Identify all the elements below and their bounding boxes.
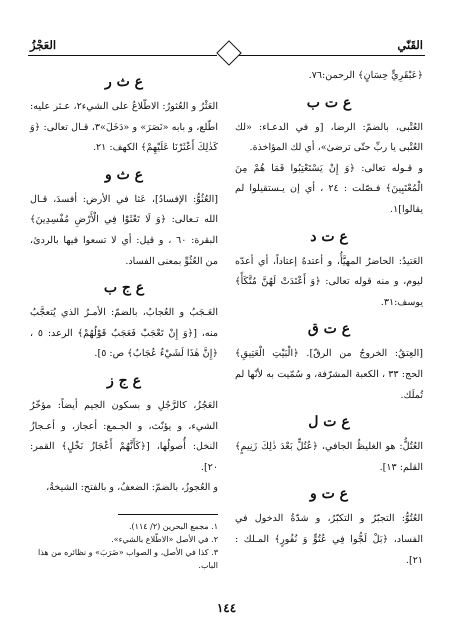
root-heading: ع ج ز [107, 372, 141, 389]
entry-paragraph: [العُثُوُّ: الإفسادُ]، عَثا في الأرض: أفسدَ، قـال الله تـعالى: ﴿وَ لَا تَعْثَوْا فِي الْأَرْضِ مُفْسِدِينَ﴾ البقرة: ٦٠ ، و قيل: أي لا تسعوا فيها بالردئ، من العُثُوِّ بمعنى الفساد. [30, 193, 218, 267]
root-heading: ع ث و [104, 166, 144, 183]
footnote: ٢. في الأصل «الاطّلاع بالشيء». [111, 535, 218, 544]
header-rule-left [28, 55, 217, 56]
entry-paragraph: [العِتقُ: الخروجُ من الرقّ]. ﴿الْبَيْتِ الْعَتِيقِ﴾ الحج: ٣٣ ، الكعبة المشرّفة، و سُمّيت به لأنّها لم تُملَك. [235, 348, 423, 401]
entry-paragraph: و العُجوزُ، بالضمّ: الضعفُ، و بالفتح: الشيخةُ، [46, 482, 218, 494]
page-number: ١٤٤ [216, 601, 237, 615]
entry-paragraph: العَـجَبُ و العُجابُ، بالضمّ: الأمـرُ الذي يُتعجَّبُ منه، [﴿وَ إِنْ تَعْجَبْ فَعَجَبٌ قَوْلُهُمْ﴾ الرعد: ٥ ، ﴿إِنَّ هٰذَا لَشَيْءٌ عُجَابٌ﴾ ص: ٥]. [30, 307, 218, 360]
running-header-right: القَنّي [397, 38, 423, 52]
footnote: ١. مجمع البحرين (٢/ ١١٤). [129, 522, 218, 531]
entry-paragraph: العَتيدُ: الحاضرُ المهيَّأُ، و أعتدهُ إعتاداً، أي أعدّه ليوم، و منه قوله تعالى: ﴿وَ أَعْتَدَتْ لَهُنَّ مُتَّكَأً﴾ يوسف:٣١. [235, 255, 423, 308]
root-heading: ع ج ب [103, 280, 145, 297]
left-column [30, 66, 218, 499]
root-heading: ع ت و [309, 486, 349, 503]
footnote: ٣. كذا في الأصل، و الصواب «ضَرَبَ» و نظائره من هذا الباب. [37, 548, 218, 570]
entry-paragraph: ﴿عَبْقَرِيٍّ حِسَانٍ﴾ الرحمن:٧٦. [308, 70, 423, 81]
entry-paragraph: العُتُلُّ: هو الغليظُ الجافي، ﴿عُتُلٍّ بَعْدَ ذٰلِكَ زَنِيمٍ﴾ القلم: ١٣]. [235, 441, 423, 473]
entry-paragraph: العَثْرُ و العُثورُ: الاطّلاعُ على الشيء٢، عـثر عليه: اطّلع، و بابه «نَصَرَ» و «دَخَلَ»٣، قـال تعالى: ﴿وَ كَذٰلِكَ أَعْثَرْنَا عَلَيْهِمْ﴾ الكهف: ٢١. [30, 101, 218, 154]
root-heading: ع ت د [310, 228, 348, 245]
root-heading: ع ث ر [104, 74, 144, 90]
entry-paragraph: العُتْبى، بالضمّ: الرضا، [و في الدعـاء: «لك العُتْبى يا ربِّ حتّى ترضىٰ»، أي لك المؤاخذة. [235, 121, 423, 154]
entry-paragraph: العُتُوُّ: التجبّرُ و التكبّرُ، و شدّةُ الدخول في الفساد، ﴿بَلْ لَجُّوا فِي عُتُوٍّ وَ نُفُورٍ﴾ المـلك : ٢١]. [235, 513, 423, 566]
root-heading: ع ت ب [306, 94, 352, 111]
running-header-left: العَجْزُ [30, 38, 57, 52]
root-heading: ع ت ل [308, 414, 350, 431]
footnote-separator [118, 514, 218, 515]
entry-paragraph: العَجُزُ، كالرَّجُلِ و بسكون الجيم أيضاً: مؤخّرُ الشيء، و يؤنّث، و الجـمع: أعجاز، و أعـجازُ النخل: أُصولُها، [﴿كَأَنَّهُمْ أَعْجَازُ نَخْلٍ﴾ القمر: ٢٠]. [30, 399, 218, 473]
entry-paragraph: و قـوله تعالى: ﴿وَ إِنْ يَسْتَعْتِبُوا فَمَا هُمْ مِنَ الْمُعْتَبِينَ﴾ فـصّلت : ٢٤ ، أي إن يـستقيلوا لم يقالوا]١. [235, 162, 423, 215]
right-column [235, 66, 423, 571]
header-rule-right [235, 55, 425, 56]
footnotes [30, 520, 218, 572]
root-heading: ع ت ق [307, 321, 351, 338]
diamond-ornament-icon [216, 40, 241, 65]
